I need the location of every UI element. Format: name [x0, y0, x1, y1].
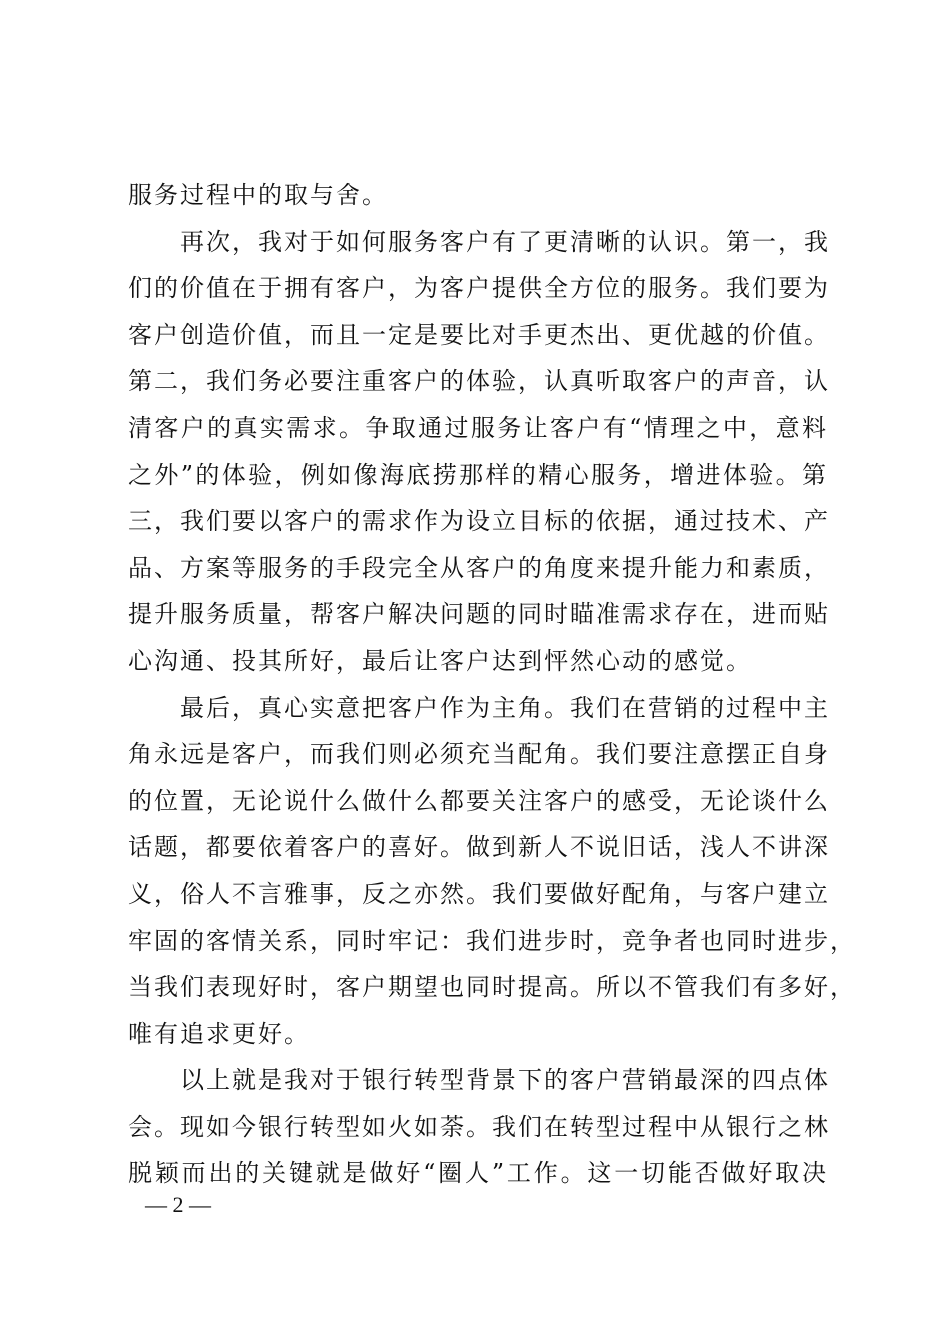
text-line: 心沟通、投其所好，最后让客户达到怦然心动的感觉。: [128, 646, 752, 675]
text-line: 再次，我对于如何服务客户有了更清晰的认识。第一，我: [180, 227, 830, 256]
text-line: 之外”的体验，例如像海底捞那样的精心服务，增进体验。第: [128, 460, 828, 489]
text-line: 牢固的客情关系，同时牢记：我们进步时，竞争者也同时进步，: [128, 926, 856, 955]
paragraph-2: [128, 219, 828, 685]
text-line: 第二，我们务必要注重客户的体验，认真听取客户的声音，认: [128, 367, 830, 396]
text-line: 话题，都要依着客户的喜好。做到新人不说旧话，浅人不讲深: [128, 833, 830, 862]
text-line: 会。现如今银行转型如火如荼。我们在转型过程中从银行之林: [128, 1112, 830, 1141]
text-line: 三，我们要以客户的需求作为设立目标的依据，通过技术、产: [128, 507, 830, 536]
paragraph-3: [128, 685, 856, 1058]
text-line: 脱颖而出的关键就是做好“圈人”工作。这一切能否做好取决: [128, 1159, 828, 1188]
text-line: 们的价值在于拥有客户，为客户提供全方位的服务。我们要为: [128, 274, 830, 303]
text-line: 角永远是客户，而我们则必须充当配角。我们要注意摆正自身: [128, 740, 830, 769]
paragraph-1: [128, 172, 828, 219]
text-line: 清客户的真实需求。争取通过服务让客户有“情理之中，意料: [128, 413, 828, 442]
text-line: 的位置，无论说什么做什么都要关注客户的感受，无论谈什么: [128, 786, 830, 815]
document-body: [128, 172, 856, 1197]
text-line: 提升服务质量，帮客户解决问题的同时瞄准需求存在，进而贴: [128, 600, 830, 629]
text-line: 唯有追求更好。: [128, 1019, 310, 1048]
text-line: 客户创造价值，而且一定是要比对手更杰出、更优越的价值。: [128, 320, 830, 349]
text-line: 最后，真心实意把客户作为主角。我们在营销的过程中主: [180, 693, 830, 722]
text-line: 义，俗人不言雅事，反之亦然。我们要做好配角，与客户建立: [128, 879, 830, 908]
page-number: — 2 —: [145, 1192, 211, 1217]
paragraph-4: [128, 1057, 828, 1197]
text-line: 以上就是我对于银行转型背景下的客户营销最深的四点体: [180, 1066, 830, 1095]
text-line: 服务过程中的取与舍。: [128, 181, 388, 209]
text-line: 当我们表现好时，客户期望也同时提高。所以不管我们有多好，: [128, 973, 856, 1002]
text-line: 品、方案等服务的手段完全从客户的角度来提升能力和素质，: [128, 553, 830, 582]
